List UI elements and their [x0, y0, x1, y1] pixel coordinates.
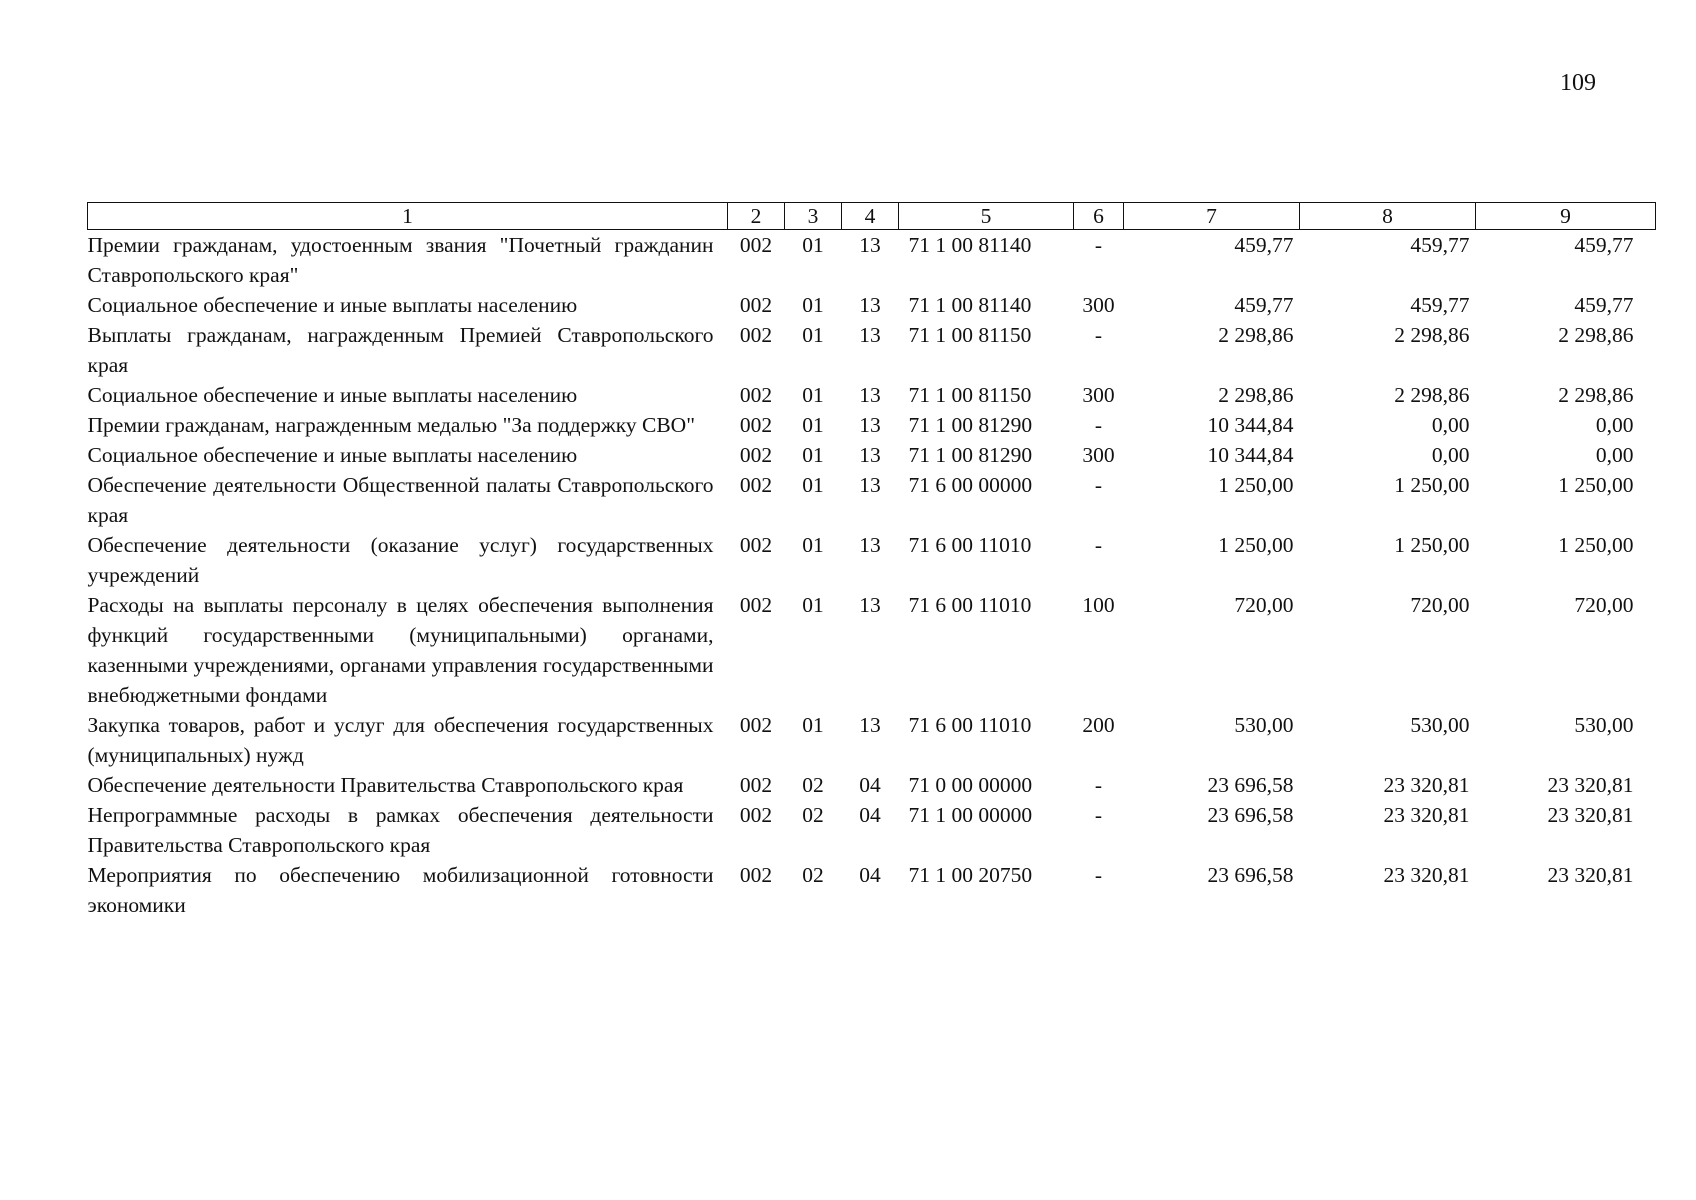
column-header: 2 — [728, 203, 785, 230]
amount-column-9-cell: 0,00 — [1595, 443, 1634, 467]
expense-type-cell: - — [1094, 233, 1103, 257]
column-header: 8 — [1300, 203, 1476, 230]
amount-column-7-cell: 459,77 — [1234, 233, 1294, 257]
amount-column-8-cell: 2 298,86 — [1394, 323, 1470, 347]
column-header: 3 — [785, 203, 842, 230]
expense-type-cell: - — [1094, 473, 1103, 497]
expense-name-cell: Социальное обеспечение и иные выплаты населению — [87, 443, 578, 467]
ministry-code-cell: 002 — [739, 383, 773, 407]
target-article-cell: 71 0 00 00000 — [908, 773, 1033, 797]
amount-column-8-cell: 0,00 — [1431, 443, 1470, 467]
section-code-cell: 02 — [802, 773, 824, 797]
amount-column-9-cell: 459,77 — [1574, 233, 1634, 257]
expense-type-cell: 300 — [1082, 383, 1115, 407]
target-article-cell: 71 1 00 81150 — [908, 383, 1032, 407]
expense-type-cell: 300 — [1082, 293, 1115, 317]
amount-column-8-cell: 1 250,00 — [1394, 533, 1470, 557]
amount-column-8-cell: 23 320,81 — [1383, 863, 1470, 887]
section-code-cell: 01 — [802, 323, 824, 347]
section-code-cell: 01 — [802, 233, 824, 257]
expense-type-cell: - — [1094, 413, 1103, 437]
amount-column-7-cell: 23 696,58 — [1207, 803, 1294, 827]
amount-column-8-cell: 1 250,00 — [1394, 473, 1470, 497]
table-row — [88, 320, 1656, 380]
target-article-cell: 71 6 00 11010 — [908, 713, 1032, 737]
amount-column-7-cell: 1 250,00 — [1218, 473, 1294, 497]
expense-type-cell: - — [1094, 863, 1103, 887]
table-row — [88, 800, 1656, 860]
subsection-code-cell: 13 — [859, 413, 881, 437]
expense-name-cell: Обеспечение деятельности Общественной палаты Ставропольского края — [87, 473, 714, 527]
amount-column-7-cell: 459,77 — [1234, 293, 1294, 317]
expense-name-cell: Обеспечение деятельности (оказание услуг) государственных учреждений — [87, 533, 714, 587]
expense-name-cell: Обеспечение деятельности Правительства Ставропольского края — [87, 773, 684, 797]
section-code-cell: 01 — [802, 473, 824, 497]
amount-column-8-cell: 720,00 — [1410, 593, 1470, 617]
amount-column-9-cell: 23 320,81 — [1547, 863, 1634, 887]
ministry-code-cell: 002 — [739, 323, 773, 347]
expense-name-cell: Закупка товаров, работ и услуг для обеспечения государственных (муниципальных) нужд — [87, 713, 714, 767]
ministry-code-cell: 002 — [739, 473, 773, 497]
amount-column-8-cell: 23 320,81 — [1383, 773, 1470, 797]
amount-column-7-cell: 1 250,00 — [1218, 533, 1294, 557]
ministry-code-cell: 002 — [739, 803, 773, 827]
ministry-code-cell: 002 — [739, 863, 773, 887]
amount-column-9-cell: 530,00 — [1574, 713, 1634, 737]
section-code-cell: 01 — [802, 713, 824, 737]
amount-column-9-cell: 2 298,86 — [1558, 323, 1634, 347]
budget-table — [87, 202, 1656, 920]
subsection-code-cell: 13 — [859, 473, 881, 497]
target-article-cell: 71 6 00 11010 — [908, 533, 1032, 557]
amount-column-8-cell: 0,00 — [1431, 413, 1470, 437]
table-row — [88, 770, 1656, 800]
amount-column-9-cell: 23 320,81 — [1547, 803, 1634, 827]
target-article-cell: 71 1 00 20750 — [908, 863, 1033, 887]
table-row — [88, 530, 1656, 590]
ministry-code-cell: 002 — [739, 233, 773, 257]
amount-column-7-cell: 10 344,84 — [1207, 443, 1294, 467]
table-row — [88, 290, 1656, 320]
subsection-code-cell: 13 — [859, 383, 881, 407]
table-body — [88, 230, 1656, 921]
amount-column-8-cell: 459,77 — [1410, 293, 1470, 317]
expense-name-cell: Премии гражданам, награжденным медалью "За поддержку СВО" — [87, 413, 695, 437]
ministry-code-cell: 002 — [739, 713, 773, 737]
target-article-cell: 71 1 00 81290 — [908, 443, 1033, 467]
ministry-code-cell: 002 — [739, 533, 773, 557]
subsection-code-cell: 13 — [859, 593, 881, 617]
amount-column-7-cell: 2 298,86 — [1218, 323, 1294, 347]
section-code-cell: 02 — [802, 863, 824, 887]
amount-column-8-cell: 530,00 — [1410, 713, 1470, 737]
table-row — [88, 470, 1656, 530]
amount-column-9-cell: 1 250,00 — [1558, 533, 1634, 557]
section-code-cell: 01 — [802, 593, 824, 617]
expense-type-cell: - — [1094, 773, 1103, 797]
table-row — [88, 230, 1656, 291]
section-code-cell: 01 — [802, 293, 824, 317]
target-article-cell: 71 6 00 11010 — [908, 593, 1032, 617]
subsection-code-cell: 04 — [859, 863, 881, 887]
amount-column-8-cell: 459,77 — [1410, 233, 1470, 257]
ministry-code-cell: 002 — [739, 413, 773, 437]
target-article-cell: 71 1 00 81140 — [908, 233, 1032, 257]
column-header: 4 — [842, 203, 899, 230]
subsection-code-cell: 13 — [859, 443, 881, 467]
subsection-code-cell: 13 — [859, 233, 881, 257]
amount-column-9-cell: 459,77 — [1574, 293, 1634, 317]
amount-column-9-cell: 720,00 — [1574, 593, 1634, 617]
column-header: 9 — [1476, 203, 1656, 230]
table-row — [88, 380, 1656, 410]
subsection-code-cell: 13 — [859, 323, 881, 347]
amount-column-8-cell: 2 298,86 — [1394, 383, 1470, 407]
table-row — [88, 860, 1656, 920]
ministry-code-cell: 002 — [739, 593, 773, 617]
target-article-cell: 71 1 00 81150 — [908, 323, 1032, 347]
amount-column-7-cell: 23 696,58 — [1207, 773, 1294, 797]
expense-type-cell: 100 — [1082, 593, 1115, 617]
amount-column-8-cell: 23 320,81 — [1383, 803, 1470, 827]
ministry-code-cell: 002 — [739, 773, 773, 797]
section-code-cell: 01 — [802, 533, 824, 557]
column-header: 1 — [88, 203, 728, 230]
column-header: 7 — [1124, 203, 1300, 230]
section-code-cell: 01 — [802, 443, 824, 467]
subsection-code-cell: 04 — [859, 803, 881, 827]
page-number: 109 — [1560, 70, 1596, 96]
ministry-code-cell: 002 — [739, 443, 773, 467]
expense-type-cell: 200 — [1082, 713, 1115, 737]
target-article-cell: 71 6 00 00000 — [908, 473, 1033, 497]
section-code-cell: 01 — [802, 413, 824, 437]
subsection-code-cell: 04 — [859, 773, 881, 797]
amount-column-7-cell: 10 344,84 — [1207, 413, 1294, 437]
amount-column-9-cell: 23 320,81 — [1547, 773, 1634, 797]
section-code-cell: 01 — [802, 383, 824, 407]
amount-column-9-cell: 2 298,86 — [1558, 383, 1634, 407]
amount-column-7-cell: 720,00 — [1234, 593, 1294, 617]
amount-column-7-cell: 23 696,58 — [1207, 863, 1294, 887]
target-article-cell: 71 1 00 81290 — [908, 413, 1033, 437]
amount-column-9-cell: 0,00 — [1595, 413, 1634, 437]
target-article-cell: 71 1 00 81140 — [908, 293, 1032, 317]
amount-column-7-cell: 2 298,86 — [1218, 383, 1294, 407]
expense-name-cell: Социальное обеспечение и иные выплаты населению — [87, 383, 578, 407]
subsection-code-cell: 13 — [859, 713, 881, 737]
ministry-code-cell: 002 — [739, 293, 773, 317]
table-row — [88, 710, 1656, 770]
subsection-code-cell: 13 — [859, 293, 881, 317]
section-code-cell: 02 — [802, 803, 824, 827]
column-header: 5 — [899, 203, 1074, 230]
column-number-row — [88, 203, 1656, 230]
expense-name-cell: Премии гражданам, удостоенным звания "Почетный гражданин Ставропольского края" — [87, 233, 714, 287]
expense-type-cell: - — [1094, 803, 1103, 827]
subsection-code-cell: 13 — [859, 533, 881, 557]
column-header: 6 — [1074, 203, 1124, 230]
expense-name-cell: Расходы на выплаты персоналу в целях обеспечения выполнения функций государственными (муниципальными) органами, казенными учреждениями, органами управления государственными внебюджетными фондами — [87, 593, 714, 707]
expense-type-cell: - — [1094, 533, 1103, 557]
expense-name-cell: Выплаты гражданам, награжденным Премией Ставропольского края — [87, 323, 714, 377]
expense-name-cell: Непрограммные расходы в рамках обеспечения деятельности Правительства Ставропольского края — [87, 803, 714, 857]
target-article-cell: 71 1 00 00000 — [908, 803, 1033, 827]
table-row — [88, 440, 1656, 470]
amount-column-9-cell: 1 250,00 — [1558, 473, 1634, 497]
table-row — [88, 590, 1656, 710]
expense-type-cell: 300 — [1082, 443, 1115, 467]
expense-type-cell: - — [1094, 323, 1103, 347]
amount-column-7-cell: 530,00 — [1234, 713, 1294, 737]
expense-name-cell: Социальное обеспечение и иные выплаты населению — [87, 293, 578, 317]
table-row — [88, 410, 1656, 440]
expense-name-cell: Мероприятия по обеспечению мобилизационной готовности экономики — [87, 863, 714, 917]
